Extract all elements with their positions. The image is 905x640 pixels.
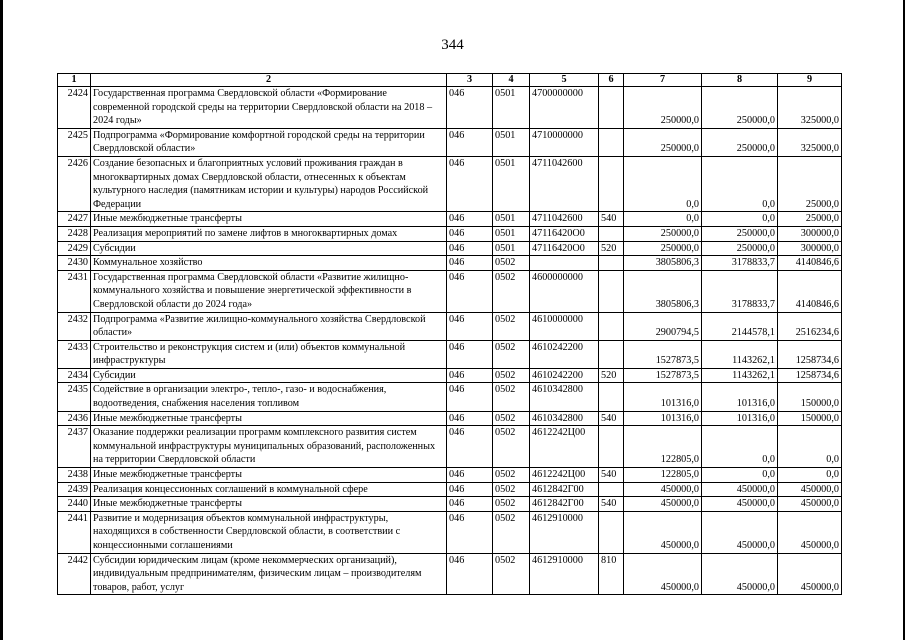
amount-col-8: 250000,0	[702, 241, 778, 256]
amount-col-7: 3805806,3	[624, 256, 702, 271]
amount-col-8: 0,0	[702, 426, 778, 468]
column-header: 8	[702, 74, 778, 87]
ved-code: 046	[447, 226, 493, 241]
ved-code: 046	[447, 270, 493, 312]
ved-code: 046	[447, 426, 493, 468]
amount-col-9: 0,0	[778, 426, 842, 468]
expense-type-code	[599, 128, 624, 156]
row-name: Государственная программа Свердловской области «Формирование современной городской среды на территории Свердловской области на 2018 – 2024 годы»	[91, 87, 447, 129]
table-row	[58, 128, 842, 156]
row-name: Иные межбюджетные трансферты	[91, 411, 447, 426]
row-name: Создание безопасных и благоприятных условий проживания граждан в многоквартирных домах Свердловской области, отнесенных к объектам культурного наследия (памятникам истории и культуры) народов Российской Федерации	[91, 156, 447, 211]
row-number: 2432	[58, 312, 91, 340]
amount-col-7: 450000,0	[624, 497, 702, 512]
row-name: Содействие в организации электро-, тепло-, газо- и водоснабжения, водоотведения, снабжения населения топливом	[91, 383, 447, 411]
ved-code: 046	[447, 340, 493, 368]
row-number: 2428	[58, 226, 91, 241]
amount-col-8: 250000,0	[702, 87, 778, 129]
section-code: 0502	[493, 511, 530, 553]
row-number: 2429	[58, 241, 91, 256]
ved-code: 046	[447, 87, 493, 129]
section-code: 0501	[493, 156, 530, 211]
row-name: Иные межбюджетные трансферты	[91, 468, 447, 483]
target-code: 4612842Г00	[530, 482, 599, 497]
budget-table	[57, 73, 842, 595]
row-name: Государственная программа Свердловской области «Развитие жилищно-коммунального хозяйства и повышение энергетической эффективности в Свердловской области до 2024 года»	[91, 270, 447, 312]
row-name: Строительство и реконструкция систем и (или) объектов коммунальной инфраструктуры	[91, 340, 447, 368]
section-code: 0502	[493, 426, 530, 468]
amount-col-9: 300000,0	[778, 241, 842, 256]
table-row	[58, 226, 842, 241]
table-row	[58, 383, 842, 411]
row-number: 2440	[58, 497, 91, 512]
expense-type-code	[599, 226, 624, 241]
amount-col-8: 3178833,7	[702, 270, 778, 312]
amount-col-9: 325000,0	[778, 128, 842, 156]
column-header: 4	[493, 74, 530, 87]
expense-type-code: 810	[599, 553, 624, 595]
target-code: 4610242200	[530, 340, 599, 368]
amount-col-9: 450000,0	[778, 482, 842, 497]
row-name: Развитие и модернизация объектов коммунальной инфраструктуры, находящихся в собственности Свердловской области, в соответствии с концессионными соглашениями	[91, 511, 447, 553]
ved-code: 046	[447, 368, 493, 383]
ved-code: 046	[447, 156, 493, 211]
amount-col-7: 122805,0	[624, 426, 702, 468]
target-code: 4612910000	[530, 553, 599, 595]
expense-type-code: 540	[599, 212, 624, 227]
amount-col-8: 0,0	[702, 468, 778, 483]
amount-col-9: 450000,0	[778, 497, 842, 512]
row-number: 2425	[58, 128, 91, 156]
section-code: 0502	[493, 368, 530, 383]
target-code: 4700000000	[530, 87, 599, 129]
amount-col-7: 250000,0	[624, 87, 702, 129]
table-row	[58, 368, 842, 383]
section-code: 0501	[493, 241, 530, 256]
column-header: 6	[599, 74, 624, 87]
row-number: 2437	[58, 426, 91, 468]
amount-col-9: 150000,0	[778, 383, 842, 411]
ved-code: 046	[447, 212, 493, 227]
target-code: 4612842Г00	[530, 497, 599, 512]
expense-type-code	[599, 482, 624, 497]
section-code: 0502	[493, 256, 530, 271]
table-row	[58, 411, 842, 426]
amount-col-9: 25000,0	[778, 156, 842, 211]
table-row	[58, 482, 842, 497]
column-header: 9	[778, 74, 842, 87]
amount-col-7: 450000,0	[624, 553, 702, 595]
amount-col-9: 1258734,6	[778, 340, 842, 368]
section-code: 0502	[493, 497, 530, 512]
table-row	[58, 312, 842, 340]
amount-col-8: 450000,0	[702, 553, 778, 595]
section-code: 0502	[493, 553, 530, 595]
page-number: 344	[441, 37, 464, 53]
row-name: Подпрограмма «Формирование комфортной городской среды на территории Свердловской области»	[91, 128, 447, 156]
column-header: 2	[91, 74, 447, 87]
section-code: 0502	[493, 340, 530, 368]
target-code: 4612910000	[530, 511, 599, 553]
table-row	[58, 270, 842, 312]
amount-col-7: 3805806,3	[624, 270, 702, 312]
target-code: 4600000000	[530, 270, 599, 312]
column-header: 1	[58, 74, 91, 87]
row-number: 2436	[58, 411, 91, 426]
amount-col-8: 0,0	[702, 212, 778, 227]
amount-col-7: 250000,0	[624, 128, 702, 156]
ved-code: 046	[447, 383, 493, 411]
section-code: 0501	[493, 212, 530, 227]
ved-code: 046	[447, 482, 493, 497]
ved-code: 046	[447, 411, 493, 426]
row-number: 2431	[58, 270, 91, 312]
amount-col-7: 0,0	[624, 212, 702, 227]
section-code: 0502	[493, 312, 530, 340]
row-name: Коммунальное хозяйство	[91, 256, 447, 271]
target-code: 4610000000	[530, 312, 599, 340]
expense-type-code: 520	[599, 368, 624, 383]
section-code: 0502	[493, 270, 530, 312]
amount-col-8: 250000,0	[702, 128, 778, 156]
amount-col-8: 450000,0	[702, 482, 778, 497]
amount-col-8: 3178833,7	[702, 256, 778, 271]
amount-col-8: 250000,0	[702, 226, 778, 241]
row-number: 2442	[58, 553, 91, 595]
amount-col-9: 4140846,6	[778, 270, 842, 312]
amount-col-8: 0,0	[702, 156, 778, 211]
amount-col-7: 122805,0	[624, 468, 702, 483]
target-code: 4610242200	[530, 368, 599, 383]
target-code: 4711042600	[530, 156, 599, 211]
amount-col-8: 101316,0	[702, 411, 778, 426]
table-row	[58, 497, 842, 512]
row-number: 2435	[58, 383, 91, 411]
expense-type-code	[599, 87, 624, 129]
table-row	[58, 241, 842, 256]
section-code: 0502	[493, 383, 530, 411]
ved-code: 046	[447, 553, 493, 595]
amount-col-7: 450000,0	[624, 511, 702, 553]
row-number: 2424	[58, 87, 91, 129]
amount-col-7: 250000,0	[624, 241, 702, 256]
amount-col-8: 1143262,1	[702, 368, 778, 383]
amount-col-7: 0,0	[624, 156, 702, 211]
amount-col-7: 2900794,5	[624, 312, 702, 340]
amount-col-8: 1143262,1	[702, 340, 778, 368]
amount-col-9: 2516234,6	[778, 312, 842, 340]
table-row	[58, 340, 842, 368]
row-name: Оказание поддержки реализации программ комплексного развития систем коммунальной инфраструктуры муниципальных образований, расположенных на территории Свердловской области	[91, 426, 447, 468]
row-name: Реализация концессионных соглашений в коммунальной сфере	[91, 482, 447, 497]
expense-type-code: 540	[599, 411, 624, 426]
ved-code: 046	[447, 468, 493, 483]
row-name: Субсидии	[91, 368, 447, 383]
row-number: 2433	[58, 340, 91, 368]
amount-col-9: 150000,0	[778, 411, 842, 426]
expense-type-code	[599, 256, 624, 271]
row-number: 2427	[58, 212, 91, 227]
amount-col-7: 450000,0	[624, 482, 702, 497]
ved-code: 046	[447, 128, 493, 156]
target-code: 47116420О0	[530, 241, 599, 256]
ved-code: 046	[447, 497, 493, 512]
table-row	[58, 212, 842, 227]
expense-type-code	[599, 312, 624, 340]
amount-col-7: 250000,0	[624, 226, 702, 241]
expense-type-code	[599, 511, 624, 553]
amount-col-8: 450000,0	[702, 511, 778, 553]
table-row	[58, 87, 842, 129]
section-code: 0501	[493, 226, 530, 241]
amount-col-7: 1527873,5	[624, 368, 702, 383]
expense-type-code: 520	[599, 241, 624, 256]
ved-code: 046	[447, 241, 493, 256]
section-code: 0501	[493, 87, 530, 129]
table-row	[58, 426, 842, 468]
target-code: 4612242Ц00	[530, 468, 599, 483]
expense-type-code	[599, 383, 624, 411]
row-number: 2434	[58, 368, 91, 383]
amount-col-7: 1527873,5	[624, 340, 702, 368]
amount-col-9: 450000,0	[778, 553, 842, 595]
row-number: 2441	[58, 511, 91, 553]
target-code: 4610342800	[530, 383, 599, 411]
expense-type-code	[599, 270, 624, 312]
row-name: Реализация мероприятий по замене лифтов в многоквартирных домах	[91, 226, 447, 241]
table-row	[58, 553, 842, 595]
row-name: Иные межбюджетные трансферты	[91, 212, 447, 227]
amount-col-9: 325000,0	[778, 87, 842, 129]
target-code: 4612242Ц00	[530, 426, 599, 468]
amount-col-8: 450000,0	[702, 497, 778, 512]
amount-col-7: 101316,0	[624, 383, 702, 411]
amount-col-9: 4140846,6	[778, 256, 842, 271]
target-code	[530, 256, 599, 271]
amount-col-7: 101316,0	[624, 411, 702, 426]
target-code: 4710000000	[530, 128, 599, 156]
table-row	[58, 256, 842, 271]
amount-col-9: 300000,0	[778, 226, 842, 241]
column-header: 7	[624, 74, 702, 87]
target-code: 47116420О0	[530, 226, 599, 241]
row-name: Субсидии	[91, 241, 447, 256]
expense-type-code: 540	[599, 497, 624, 512]
target-code: 4610342800	[530, 411, 599, 426]
table-row	[58, 156, 842, 211]
expense-type-code	[599, 340, 624, 368]
column-header: 5	[530, 74, 599, 87]
row-name: Субсидии юридическим лицам (кроме некоммерческих организаций), индивидуальным предпринимателям, физическим лицам – производителям товаров, работ, услуг	[91, 553, 447, 595]
row-number: 2426	[58, 156, 91, 211]
row-name: Подпрограмма «Развитие жилищно-коммунального хозяйства Свердловской области»	[91, 312, 447, 340]
section-code: 0501	[493, 128, 530, 156]
amount-col-9: 0,0	[778, 468, 842, 483]
row-number: 2438	[58, 468, 91, 483]
column-header: 3	[447, 74, 493, 87]
amount-col-8: 101316,0	[702, 383, 778, 411]
ved-code: 046	[447, 256, 493, 271]
target-code: 4711042600	[530, 212, 599, 227]
table-row	[58, 511, 842, 553]
ved-code: 046	[447, 312, 493, 340]
expense-type-code	[599, 426, 624, 468]
row-name: Иные межбюджетные трансферты	[91, 497, 447, 512]
row-number: 2430	[58, 256, 91, 271]
table-row	[58, 468, 842, 483]
expense-type-code: 540	[599, 468, 624, 483]
amount-col-9: 450000,0	[778, 511, 842, 553]
section-code: 0502	[493, 482, 530, 497]
row-number: 2439	[58, 482, 91, 497]
section-code: 0502	[493, 411, 530, 426]
amount-col-9: 1258734,6	[778, 368, 842, 383]
expense-type-code	[599, 156, 624, 211]
ved-code: 046	[447, 511, 493, 553]
amount-col-9: 25000,0	[778, 212, 842, 227]
section-code: 0502	[493, 468, 530, 483]
table-header-row	[58, 74, 842, 87]
amount-col-8: 2144578,1	[702, 312, 778, 340]
scan-edge-left	[0, 0, 3, 640]
